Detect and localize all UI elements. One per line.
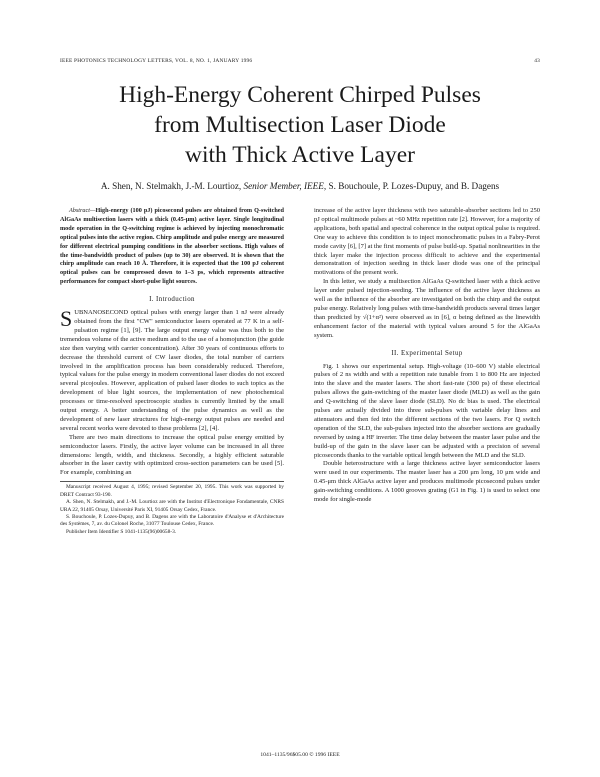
right-column	[314, 207, 540, 505]
drop-cap: S	[60, 306, 73, 332]
right-paragraph-2: In this letter, we study a multisection AlGaAs Q-switched laser with a thick active layer under pulsed injection-seeding. The influence of the active layer thickness as well as the influence of the absorber are investigated on both the chirp and the output pulse energy. Relatively long pulses with time-bandwidth products several times larger than predicted by √(1+α²) were observed as in [6], α being defined as the linewidth enhancement factor of the material with typical values around 5 for the AlGaAs system.	[314, 278, 540, 339]
authors-part-2: S. Bouchoule, P. Lozes-Dupuy, and B. Dagens	[328, 181, 500, 191]
experimental-paragraph-1: Fig. 1 shows our experimental setup. High-voltage (10–600 V) stable electrical pulses of 2 ns width and with a repetition rate tunable from 1 to 800 Hz are injected into the slave and the master lasers. The short fast-rate (300 ps) of these electrical pulses allows the gain-switching of the master laser diode (MLD) as well as the gain and Q-switching of the slave laser diode (SLD). No dc bias is used. The electrical pulses are actually divided into three sub-pulses with variable delay lines and attenuators and then fed into the different sections of the two lasers. For Q switch operation of the SLD, the sub-pulses injected into the absorber sections are gradually reversed by using a HF inverter. The time delay between the master laser pulse and the build-up of the gain in the slave laser can be adjusted with a precision of several picoseconds thanks to the variable optical length between the MLD and the SLD.	[314, 362, 540, 459]
copyright-footer: 1041–1135/96$05.00 © 1996 IEEE	[260, 752, 340, 758]
footnote-received: Manuscript received August 4, 1995; revised September 20, 1995. This work was supported by DRET Contract 93-190.	[60, 484, 284, 498]
title-line-3: with Thick Active Layer	[185, 142, 415, 168]
author-list	[50, 180, 550, 192]
author-membership: Senior Member, IEEE,	[243, 181, 327, 191]
abstract-lead: Abstract—	[69, 207, 96, 214]
title-line-1: High-Energy Coherent Chirped Pulses	[119, 82, 481, 108]
intro-paragraph-2: There are two main directions to increase the optical pulse energy emitted by semiconductor lasers. Firstly, the active layer volume can be increased in all three dimensions: length, width, and thickness. Secondly, a highly efficient saturable absorber in the laser cavity with optimized cross-section parameters can be used [5]. For example, combining an	[60, 433, 284, 477]
intro-paragraph-1-text: UBNANOSECOND optical pulses with energy larger than 1 nJ were already obtained from the first "CW" semiconductor lasers operated at 77 K in a self-pulsation regime [1], [9]. The large output energy value was thus both to the tremendous volume of the active medium and to the use of a homojunction (the guide size then varying with carrier concentration). After 30 years of continuous efforts to decrease the threshold current of CW laser diodes, the total number of carriers involved in the amplification process has been considerably reduced. Therefore, typical values for the pulse energy in modern conventional laser diodes do not exceed several picojoules. However, application of pulsed laser diodes to such topics as the development of blue light sources, the implementation of new photochemical processes or time-resolved spectroscopic studies is currently limited by the small output energy. A better understanding of the pulse dynamics as well as the development of new laser structures for high-energy output pulses are needed and several recent works were devoted to these problems [2], [4].	[60, 309, 284, 432]
journal-name: IEEE PHOTONICS TECHNOLOGY LETTERS, VOL. 8, NO. 1, JANUARY 1996	[60, 58, 253, 64]
right-paragraph-1: increase of the active layer thickness with two saturable-absorber sections led to 250 pJ optical multimode pulses at ~60 MHz repetition rate [2]. However, for a majority of applications, both spatial and spectral coherence in the output optical pulse is required. One way to achieve this condition is to inject monochromatic pulses in a Fabry-Perot mode cavity [6], [7] at the first moments of pulse build-up. Spatial nonlinearities in the thick layer make the injection process difficult to achieve and the experimental demonstration of injection seeding in thick laser diode was one of the principal motivations of the present work.	[314, 207, 541, 277]
footnote-identifier: Publisher Item Identifier S 1041-1135(96)00658-3.	[66, 528, 177, 535]
footnote-affiliation-2: S. Bouchoule, P. Lozes-Dupuy, and B. Dagens are with the Laboratoire d'Analyse et d'Architecture des Systèmes, 7, av. du Colonel Roche, 31077 Toulouse Cedex, France.	[60, 513, 284, 528]
abstract	[60, 207, 284, 287]
section-heading-experimental-setup: II. Experimental Setup	[391, 349, 463, 357]
running-header	[60, 58, 540, 64]
experimental-paragraph-2: Double heterostructure with a large thickness active layer semiconductor lasers were used in our experiments. The master laser has a 200 μm long, 10 μm wide and 0.45-μm thick AlGaAs active layer and produces multimode picosecond pulses under gain-switching conditions. A 1000 grooves grating (G1 in Fig. 1) is used to select one mode for single-mode	[314, 460, 540, 504]
authors-part-1: A. Shen, N. Stelmakh, J.-M. Lourtioz,	[100, 181, 242, 191]
page-number: 43	[534, 58, 540, 64]
paper-title	[0, 80, 600, 170]
left-column	[60, 207, 284, 536]
intro-paragraph-1	[60, 306, 284, 434]
title-line-2: from Multisection Laser Diode	[154, 112, 446, 138]
footnotes	[60, 481, 284, 536]
footnote-affiliation-1: A. Shen, N. Stelmakh, and J.-M. Lourtioz are with the Institut d'Electronique Fondamentale, CNRS URA 22, 91405 Orsay, Université Paris XI, 91405 Orsay Cedex, France.	[60, 499, 284, 513]
abstract-text: High-energy (100 pJ) picosecond pulses are obtained from Q-switched AlGaAs multisection lasers with a thick (0.45-μm) active layer. Single longitudinal mode operation in the Q-switching regime is achieved by injecting monochromatic optical pulses into the active region. Chirp amplitude and pulse energy are measured for different electrical pumping conditions in the absorber sections. High values of the time-bandwidth product of pulses (up to 30) are observed. It is shown that the chirp amplitude can reach 10 Å. Therefore, it is expected that the 100 pJ coherent optical pulses can be compressed down to 1–3 ps, which represents attractive performances for compact short-pulse light sources.	[60, 207, 284, 286]
section-heading-introduction: I. Introduction	[149, 296, 195, 304]
